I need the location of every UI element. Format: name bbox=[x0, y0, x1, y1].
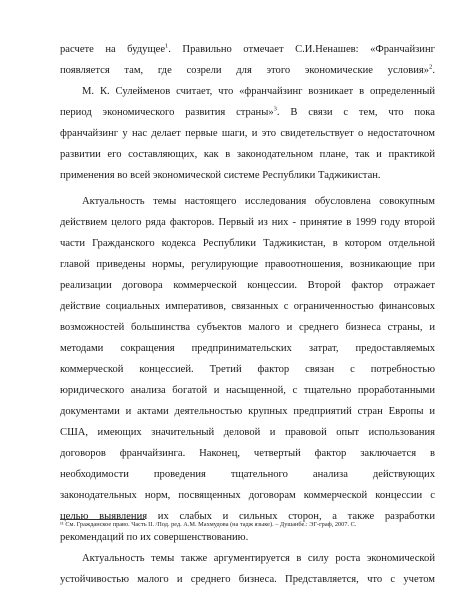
footnote-ref-3: 3 bbox=[273, 105, 277, 113]
body-line-10: части Гражданского кодекса Республики Таджикистан, в котором отдельной bbox=[60, 238, 435, 249]
body-line-23: целью выявления их слабых и сильных сторон, а также разработки bbox=[60, 511, 435, 522]
body-line-2: появляется там, где созрели для этого экономические условия»$^2$. bbox=[60, 63, 435, 76]
body-line-20: договоров франчайзинга. Наконец, четвертый фактор заключается в bbox=[60, 448, 435, 459]
body-line-21: необходимости проведения тщательного анализа действующих bbox=[60, 469, 435, 480]
footnote-rule bbox=[60, 519, 145, 520]
body-line-8: Актуальность темы настоящего исследования обусловлена совокупным bbox=[82, 196, 435, 207]
body-line-19: США, имеющих значительный деловой и правовой опыт использования bbox=[60, 427, 435, 438]
body-line-16: коммерческой концессией. Третий фактор связан с потребностью bbox=[60, 364, 435, 375]
body-line-17: юридического анализа богатой и насыщенной, с тщательно проработанными bbox=[60, 385, 435, 396]
body-line-3: М. К. Сулейменов считает, что «франчайзинг возникает в определенный bbox=[82, 86, 435, 97]
body-line-5: франчайзинг у нас делает первые шаги, и это свидетельствует о недостаточном bbox=[60, 128, 435, 139]
body-line-6: развитии его составляющих, как в законодательном плане, так и практикой bbox=[60, 149, 435, 160]
body-line-15: методами сокращения предпринимательских затрат, предоставляемых bbox=[60, 343, 435, 354]
body-line-22: законодательных норм, посвященных договорам коммерческой концессии с bbox=[60, 490, 435, 501]
body-line-12: реализации договора коммерческой концессии. Второй фактор отражает bbox=[60, 280, 435, 291]
body-line-9: действием целого ряда факторов. Первый из них - принятие в 1999 году второй bbox=[60, 217, 435, 228]
footnote-ref-2: 2 bbox=[429, 63, 433, 71]
footnote-1: ¹¹ См. Гражданское право. Часть II. /Под. ред. А.М. Махмудова (на тадж языке). – Душанбе.: ЭГ-граф, 2007. С. bbox=[60, 521, 357, 528]
body-line-25: Актуальность темы также аргументируется в силу роста экономической bbox=[82, 553, 435, 564]
body-line-14: возможностей большинства субъектов малого и среднего бизнеса страны, и bbox=[60, 322, 435, 333]
body-line-4: период экономического развития страны»$^3$. В связи с тем, что пока bbox=[60, 105, 435, 118]
body-line-13: действие социальных императивов, связанных с ограниченностью финансовых bbox=[60, 301, 435, 312]
body-line-24: рекомендаций по их совершенствованию. bbox=[60, 532, 249, 543]
body-line-18: документами и актами деятельностью крупных предприятий стран Европы и bbox=[60, 406, 435, 417]
body-line-11: главой приведены нормы, регулирующие правоотношения, возникающие при bbox=[60, 259, 435, 270]
footnote-ref-1: 1 bbox=[165, 42, 169, 50]
body-line-26: устойчивостью малого и среднего бизнеса. Представляется, что с учетом bbox=[60, 574, 435, 585]
body-line-1: расчете на будущее$^1$. Правильно отмечает С.И.Ненашев: «Франчайзинг bbox=[60, 42, 435, 55]
body-line-7: применения во всей экономической системе Республики Таджикистан. bbox=[60, 170, 381, 181]
